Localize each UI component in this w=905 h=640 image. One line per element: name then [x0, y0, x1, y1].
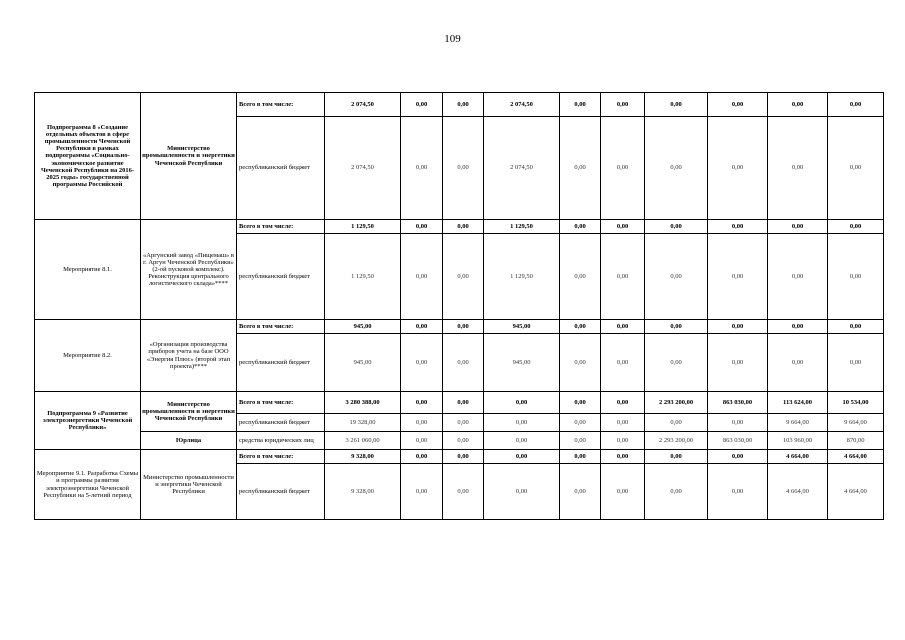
- value-cell: 19 328,00: [325, 414, 401, 432]
- row-name-cell: Мероприятие 9.1. Разработка Схемы и программы развития электроэнергетики Чеченской Республики на 5-летний период: [35, 450, 141, 520]
- value-cell: 0,00: [601, 93, 645, 117]
- value-cell: 945,00: [325, 320, 401, 334]
- value-cell: 0,00: [601, 392, 645, 414]
- value-cell: 0,00: [443, 93, 484, 117]
- value-cell: 863 030,00: [708, 392, 768, 414]
- value-cell: 0,00: [828, 117, 884, 220]
- value-cell: 4 664,00: [768, 450, 828, 464]
- value-cell: 0,00: [401, 432, 443, 450]
- table-row: [35, 392, 884, 414]
- value-cell: 0,00: [601, 320, 645, 334]
- value-cell: 10 534,00: [828, 392, 884, 414]
- value-cell: 113 624,00: [768, 392, 828, 414]
- value-cell: 0,00: [708, 450, 768, 464]
- row-name-cell: Подпрограмма 9 «Развитие электроэнергетики Чеченской Республики»: [35, 392, 141, 450]
- value-cell: 0,00: [601, 117, 645, 220]
- funding-source-cell: средства юридических лиц: [237, 432, 325, 450]
- value-cell: 0,00: [828, 93, 884, 117]
- table-row: [35, 93, 884, 117]
- value-cell: 0,00: [601, 432, 645, 450]
- value-cell: 0,00: [443, 117, 484, 220]
- executor-cell: Юрлица: [141, 432, 237, 450]
- value-cell: 2 074,50: [325, 117, 401, 220]
- value-cell: 0,00: [645, 450, 708, 464]
- value-cell: 0,00: [560, 320, 601, 334]
- value-cell: 0,00: [645, 334, 708, 392]
- row-name-cell: Мероприятие 8.1.: [35, 220, 141, 320]
- value-cell: 0,00: [484, 414, 560, 432]
- table-row: [35, 320, 884, 334]
- value-cell: 0,00: [768, 93, 828, 117]
- value-cell: 0,00: [645, 414, 708, 432]
- funding-source-cell: республиканский бюджет: [237, 234, 325, 320]
- value-cell: 0,00: [484, 450, 560, 464]
- value-cell: 0,00: [401, 220, 443, 234]
- value-cell: 0,00: [560, 464, 601, 520]
- value-cell: 0,00: [401, 450, 443, 464]
- value-cell: 945,00: [484, 334, 560, 392]
- value-cell: 0,00: [484, 432, 560, 450]
- funding-source-cell: Всего в том числе:: [237, 450, 325, 464]
- value-cell: 0,00: [401, 234, 443, 320]
- value-cell: 0,00: [560, 432, 601, 450]
- executor-cell: Министерство промышленности и энергетики Чеченской Республики: [141, 93, 237, 220]
- value-cell: 9 328,00: [325, 464, 401, 520]
- value-cell: 0,00: [443, 432, 484, 450]
- executor-cell: Министерство промышленности и энергетики Чеченской Республики: [141, 392, 237, 432]
- value-cell: 103 960,00: [768, 432, 828, 450]
- value-cell: 0,00: [708, 334, 768, 392]
- executor-cell: «Организация производства приборов учета на базе ООО «Энергия Плюс» (второй этап проекта)****: [141, 320, 237, 392]
- value-cell: 0,00: [560, 334, 601, 392]
- table-row: [35, 432, 884, 450]
- value-cell: 0,00: [601, 464, 645, 520]
- value-cell: 9 328,00: [325, 450, 401, 464]
- value-cell: 2 074,50: [484, 93, 560, 117]
- row-name-cell: Мероприятие 8.2.: [35, 320, 141, 392]
- value-cell: 0,00: [560, 117, 601, 220]
- value-cell: 0,00: [601, 414, 645, 432]
- value-cell: 0,00: [645, 117, 708, 220]
- budget-table: [34, 92, 884, 520]
- value-cell: 945,00: [325, 334, 401, 392]
- value-cell: 0,00: [708, 93, 768, 117]
- value-cell: 0,00: [768, 117, 828, 220]
- table-row: [35, 450, 884, 464]
- value-cell: 0,00: [768, 234, 828, 320]
- value-cell: 0,00: [645, 320, 708, 334]
- value-cell: 0,00: [401, 334, 443, 392]
- value-cell: 0,00: [401, 414, 443, 432]
- value-cell: 0,00: [443, 320, 484, 334]
- value-cell: 0,00: [601, 450, 645, 464]
- value-cell: 2 074,50: [325, 93, 401, 117]
- funding-source-cell: республиканский бюджет: [237, 414, 325, 432]
- value-cell: 0,00: [708, 414, 768, 432]
- value-cell: 0,00: [768, 220, 828, 234]
- value-cell: 0,00: [828, 220, 884, 234]
- funding-source-cell: Всего в том числе:: [237, 93, 325, 117]
- value-cell: 0,00: [484, 464, 560, 520]
- value-cell: 0,00: [708, 320, 768, 334]
- value-cell: 1 129,50: [484, 220, 560, 234]
- value-cell: 0,00: [401, 117, 443, 220]
- value-cell: 0,00: [401, 464, 443, 520]
- value-cell: 0,00: [708, 220, 768, 234]
- value-cell: 9 664,00: [768, 414, 828, 432]
- value-cell: 4 664,00: [828, 464, 884, 520]
- value-cell: 0,00: [560, 93, 601, 117]
- value-cell: 2 293 200,00: [645, 432, 708, 450]
- value-cell: 2 293 200,00: [645, 392, 708, 414]
- value-cell: 9 664,00: [828, 414, 884, 432]
- value-cell: 0,00: [560, 414, 601, 432]
- value-cell: 0,00: [560, 392, 601, 414]
- value-cell: 0,00: [443, 450, 484, 464]
- value-cell: 0,00: [645, 464, 708, 520]
- value-cell: 0,00: [601, 220, 645, 234]
- value-cell: 0,00: [560, 234, 601, 320]
- value-cell: 945,00: [484, 320, 560, 334]
- value-cell: 1 129,50: [325, 234, 401, 320]
- value-cell: 0,00: [443, 392, 484, 414]
- value-cell: 2 074,50: [484, 117, 560, 220]
- value-cell: 0,00: [708, 117, 768, 220]
- value-cell: 0,00: [443, 464, 484, 520]
- value-cell: 3 261 060,00: [325, 432, 401, 450]
- value-cell: 4 664,00: [768, 464, 828, 520]
- value-cell: 0,00: [828, 320, 884, 334]
- value-cell: 0,00: [768, 334, 828, 392]
- value-cell: 0,00: [601, 234, 645, 320]
- executor-cell: Министерство промышленности и энергетики Чеченской Республики: [141, 450, 237, 520]
- row-name-cell: Подпрограмма 8 «Создание отдельных объектов в сфере промышленности Чеченской Республики в рамках подпрограммы «Социально-экономическое развитие Чеченской Республики на 2016-2025 годы» государственной программы Российской: [35, 93, 141, 220]
- funding-source-cell: республиканский бюджет: [237, 334, 325, 392]
- value-cell: 0,00: [484, 392, 560, 414]
- funding-source-cell: Всего в том числе:: [237, 392, 325, 414]
- table-row: [35, 220, 884, 234]
- value-cell: 0,00: [828, 334, 884, 392]
- value-cell: 0,00: [443, 220, 484, 234]
- funding-source-cell: Всего в том числе:: [237, 320, 325, 334]
- value-cell: 4 664,00: [828, 450, 884, 464]
- value-cell: 0,00: [645, 220, 708, 234]
- value-cell: 0,00: [401, 320, 443, 334]
- value-cell: 0,00: [443, 334, 484, 392]
- value-cell: 0,00: [708, 234, 768, 320]
- value-cell: 0,00: [828, 234, 884, 320]
- value-cell: 0,00: [768, 320, 828, 334]
- page-number: 109: [444, 33, 461, 45]
- value-cell: 0,00: [401, 93, 443, 117]
- value-cell: 3 280 388,00: [325, 392, 401, 414]
- executor-cell: «Аргунский завод «Пищемаш» в г. Аргун Чеченской Республики» (2-ой пусковой комплекс). Реконструкция центрального логистического склада»****: [141, 220, 237, 320]
- value-cell: 0,00: [443, 414, 484, 432]
- value-cell: 870,00: [828, 432, 884, 450]
- value-cell: 0,00: [645, 234, 708, 320]
- value-cell: 0,00: [708, 464, 768, 520]
- value-cell: 0,00: [645, 93, 708, 117]
- funding-source-cell: республиканский бюджет: [237, 464, 325, 520]
- value-cell: 863 030,00: [708, 432, 768, 450]
- funding-source-cell: республиканский бюджет: [237, 117, 325, 220]
- value-cell: 0,00: [560, 450, 601, 464]
- value-cell: 0,00: [560, 220, 601, 234]
- value-cell: 1 129,50: [325, 220, 401, 234]
- value-cell: 0,00: [601, 334, 645, 392]
- value-cell: 0,00: [401, 392, 443, 414]
- value-cell: 0,00: [443, 234, 484, 320]
- value-cell: 1 129,50: [484, 234, 560, 320]
- funding-source-cell: Всего в том числе:: [237, 220, 325, 234]
